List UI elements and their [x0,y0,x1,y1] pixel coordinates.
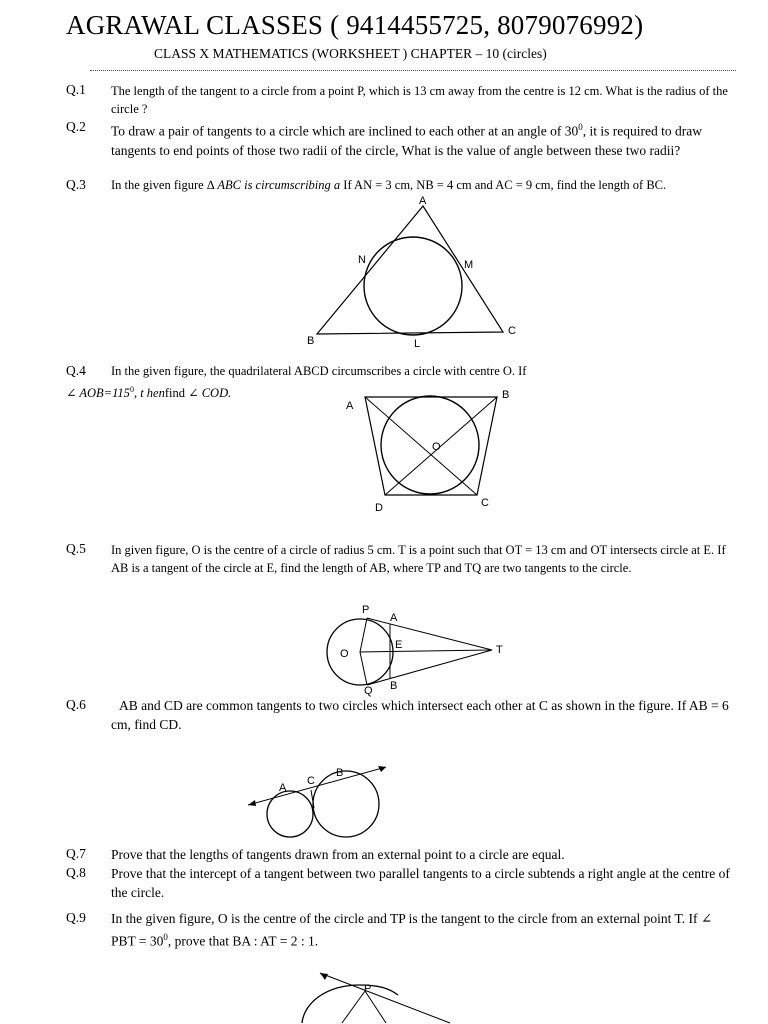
label-c: C [307,775,315,787]
label-b: B [307,335,315,347]
question-number: Q.5 [66,541,86,556]
figure-q6-two-circles [240,760,400,840]
arrow-head [320,973,328,980]
question-text-part: In the given figure, O is the centre of the circle and TP is the tangent to the circle from an external point T. If ∠ PBT = 30 [111,911,713,949]
question-text-part: To draw a pair of tangents to a circle which are inclined to each other at an angle of 30 [111,123,579,139]
question-text: The length of the tangent to a circle from a point P, which is 13 cm away from the centre is 12 cm. What is the radius of the circle ? [111,84,728,116]
quadrilateral-abcd [365,397,497,495]
question-text: In the given figure, the quadrilateral ABCD circumscribes a circle with centre O. If [111,364,527,378]
label-b: B [390,680,398,692]
chord-right [365,991,386,1023]
radius-op [360,618,367,652]
label-p: P [364,983,372,995]
small-circle [267,791,313,837]
question-number: Q.9 [66,910,86,925]
math-expression: ∆ ABC is circumscribing a [206,178,341,192]
question-number: Q.7 [66,846,86,861]
label-l: L [414,338,421,350]
tangent-tq [367,650,492,685]
question-text-part: , it is required to draw tangents to end points of those two radii of the circle, What is the value of angle between these two radii? [111,123,702,158]
triangle-abc [317,206,503,334]
worksheet-title: AGRAWAL CLASSES ( 9414455725, 8079076992) [66,10,644,40]
question-number: Q.6 [66,697,86,712]
question-text-line2 [66,381,366,402]
large-circle [313,771,379,837]
chord-left [342,991,365,1023]
label-e: E [395,639,403,651]
figure-q3-triangle-incircle [300,192,530,352]
question-text-part: find [164,386,189,401]
label-a: A [279,782,287,794]
math-expression: ∠ AOB=115 [66,386,130,401]
question-text [111,118,741,160]
question-text: Prove that the intercept of a tangent between two parallel tangents to a circle subtends a right angle at the centre of the circle. [111,866,730,900]
arrow-head-left [248,800,256,806]
question-text: Prove that the lengths of tangents drawn from an external point to a circle are equal. [111,847,565,862]
question-text-part: In the given figure [111,178,207,192]
question-text: In given figure, O is the centre of a circle of radius 5 cm. T is a point such that OT = 13 cm and OT intersects circle at E. If AB is a tangent of the circle at E, find the length of AB, where TP and TQ are two tangents to the circle. [111,543,726,575]
worksheet-subtitle: CLASS X MATHEMATICS (WORKSHEET ) CHAPTER – 10 (circles) [154,46,547,61]
label-o: O [340,648,349,660]
question-number: Q.3 [66,177,86,192]
common-tangent-ab [248,767,386,805]
label-c: C [481,497,489,509]
label-a: A [419,195,427,207]
label-p: P [362,604,370,616]
question-number: Q.2 [66,119,86,134]
incircle [364,237,462,335]
dotted-divider [90,70,736,71]
label-b: B [502,389,510,401]
label-t: T [496,644,503,656]
line-ot [360,650,492,652]
question-text [111,909,731,951]
question-text-part: , prove that BA : AT = 2 : 1. [167,933,319,949]
question-text: AB and CD are common tangents to two circles which intersect each other at C as shown in the figure. If AB = 6 cm, find CD. [111,698,729,732]
tangent-tp [367,618,492,650]
figure-q4-quadrilateral-incircle [340,385,520,515]
label-a: A [390,612,398,624]
degree-superscript: 0 [129,385,134,394]
question-number: Q.4 [66,363,86,378]
math-expression: ∠ COD. [188,386,232,401]
label-m: M [464,259,474,271]
question-number: Q.1 [66,82,86,97]
radius-oq [360,652,367,685]
circle-arc [302,985,398,1023]
label-n: N [358,254,366,266]
label-a: A [346,400,354,412]
question-number: Q.8 [66,865,86,880]
label-q: Q [364,685,373,697]
inscribed-circle [381,396,479,494]
label-o: O [432,441,441,453]
label-b: B [336,767,344,779]
label-c: C [508,325,516,337]
degree-superscript: 0 [578,122,583,132]
figure-q5-tangents [320,600,520,700]
label-d: D [375,502,383,514]
degree-superscript: 0 [163,932,168,942]
question-text-part: If AN = 3 cm, NB = 4 cm and AC = 9 cm, find the length of BC. [340,178,667,192]
figure-q9-circle-tangent [290,965,470,1024]
tangent-tp [320,973,450,1023]
math-expression: , t hen [133,386,165,401]
